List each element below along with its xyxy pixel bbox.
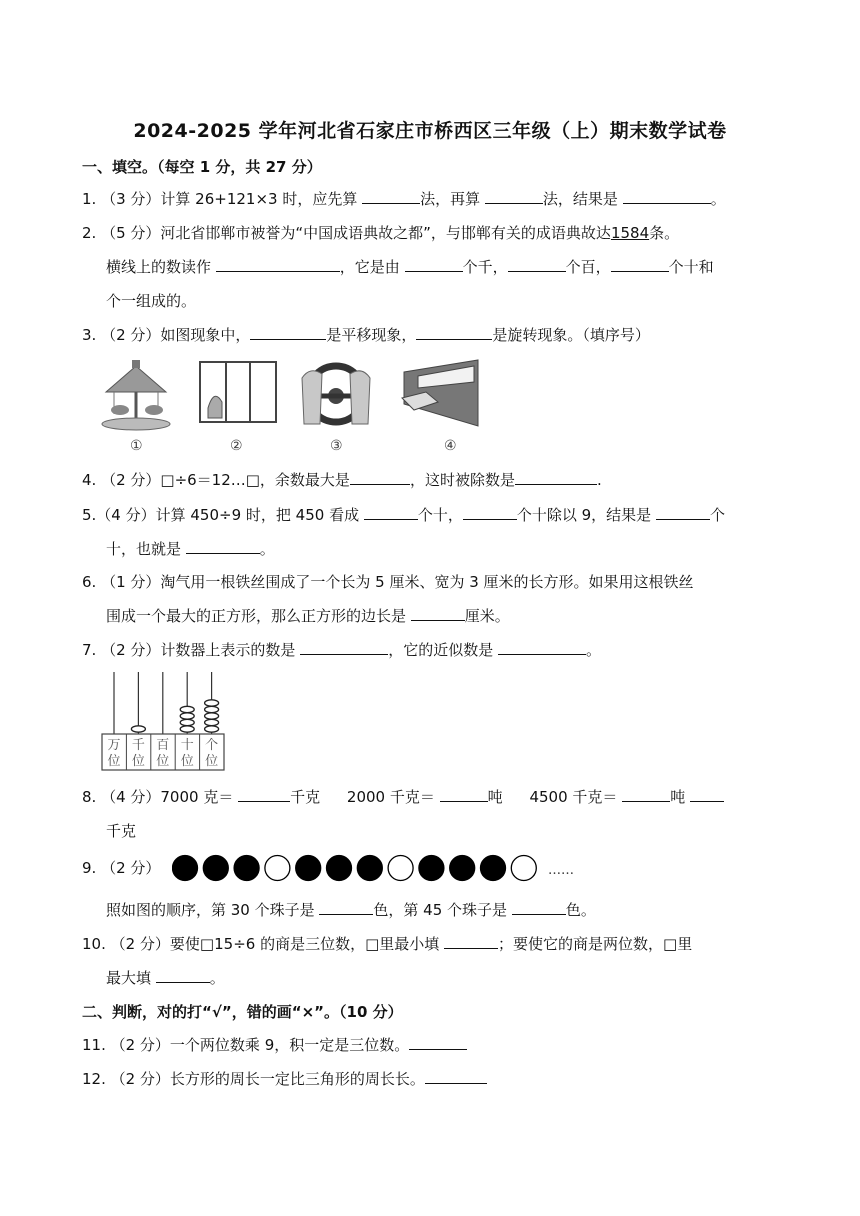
blank[interactable]	[238, 787, 290, 802]
question-10-line-2: 最大填 。	[106, 969, 225, 987]
blank[interactable]	[512, 900, 566, 915]
picture-label-1: ①	[130, 438, 143, 454]
white-bead	[511, 856, 536, 881]
black-bead	[203, 856, 228, 881]
question-12: 12. （2 分）长方形的周长一定比三角形的周长长。	[82, 1069, 487, 1089]
blank[interactable]	[362, 189, 420, 204]
blank[interactable]	[409, 1035, 467, 1050]
carousel-picture	[102, 360, 170, 454]
abacus-bead	[180, 713, 194, 719]
place-label: 位	[131, 754, 145, 769]
blank[interactable]	[405, 257, 463, 272]
blank[interactable]	[319, 900, 373, 915]
black-bead	[173, 856, 198, 881]
abacus-bead	[205, 713, 219, 719]
question-2: 2. （5 分）河北省邯郸市被誉为“中国成语典故之都”，与邯郸有关的成语典故达1584条。	[82, 224, 680, 242]
blank[interactable]	[156, 968, 210, 983]
blank[interactable]	[425, 1069, 487, 1084]
page-title: 2024-2025 学年河北省石家庄市桥西区三年级（上）期末数学试卷	[133, 120, 727, 142]
question-9: 9. （2 分）	[82, 859, 161, 877]
abacus-bead	[205, 719, 219, 725]
question-8-line-2: 千克	[106, 822, 137, 840]
question-9-line-2: 照如图的顺序，第 30 个珠子是 色，第 45 个珠子是 色。	[106, 901, 596, 919]
blank[interactable]	[444, 934, 498, 949]
white-bead	[265, 856, 290, 881]
sliding-window-picture	[200, 362, 276, 454]
blank[interactable]	[611, 257, 669, 272]
question-7: 7. （2 分）计数器上表示的数是 ，它的近似数是 。	[82, 641, 601, 659]
blank[interactable]	[498, 640, 586, 655]
place-label: 个	[205, 738, 219, 753]
black-bead	[419, 856, 444, 881]
black-bead	[296, 856, 321, 881]
question-6: 6. （1 分）淘气用一根铁丝围成了一个长为 5 厘米、宽为 3 厘米的长方形。如果用这根铁丝	[82, 573, 694, 591]
abacus-bead	[180, 726, 194, 732]
white-bead	[388, 856, 413, 881]
abacus-bead	[205, 726, 219, 732]
black-bead	[450, 856, 475, 881]
blank[interactable]	[250, 325, 326, 340]
question-5: 5.（4 分）计算 450÷9 时，把 450 看成 个十， 个十除以 9，结果是 个	[82, 506, 725, 524]
section-2-heading: 二、判断，对的打“√”，错的画“×”。（10 分）	[82, 1003, 403, 1021]
question-2-line-2: 横线上的数读作 ，它是由 个千， 个百， 个十和	[106, 258, 714, 276]
black-bead	[327, 856, 352, 881]
abacus-bead	[180, 706, 194, 712]
abacus-counter	[100, 670, 230, 774]
blank[interactable]	[350, 470, 410, 485]
blank[interactable]	[463, 505, 517, 520]
question-8: 8. （4 分）7000 克＝ 千克 2000 千克＝ 吨 4500 千克＝ 吨	[82, 787, 724, 807]
ellipsis-text: ……	[548, 863, 574, 878]
blank[interactable]	[508, 257, 566, 272]
black-bead	[357, 856, 382, 881]
blank[interactable]	[216, 257, 340, 272]
blank[interactable]	[440, 787, 488, 802]
blank[interactable]	[485, 189, 543, 204]
place-label: 位	[180, 754, 194, 769]
blank[interactable]	[622, 787, 670, 802]
black-bead	[481, 856, 506, 881]
place-label: 千	[131, 738, 145, 753]
question-6-line-2: 围成一个最大的正方形，那么正方形的边长是 厘米。	[106, 607, 510, 625]
abacus-rods	[114, 672, 219, 734]
place-label: 位	[107, 754, 121, 769]
place-label: 百	[156, 738, 170, 753]
blank[interactable]	[623, 189, 711, 204]
question-5-line-2: 十，也就是 。	[106, 540, 275, 558]
question-2-line-3: 个一组成的。	[106, 292, 197, 310]
abacus-bead	[205, 700, 219, 706]
blank[interactable]	[364, 505, 418, 520]
place-label: 万	[107, 738, 121, 753]
question-10: 10. （2 分）要使□15÷6 的商是三位数，□里最小填 ；要使它的商是两位数，□里	[82, 935, 693, 953]
abacus-bead	[180, 719, 194, 725]
steering-wheel-picture	[302, 366, 370, 454]
picture-label-3: ③	[330, 438, 343, 454]
blank[interactable]	[186, 539, 260, 554]
blank[interactable]	[300, 640, 388, 655]
place-label: 十	[180, 738, 194, 753]
blank[interactable]	[411, 606, 465, 621]
picture-label-4: ④	[444, 438, 457, 454]
blank[interactable]	[690, 787, 724, 802]
drawer-picture	[402, 360, 478, 454]
bead-pattern	[172, 853, 582, 883]
section-1-heading: 一、填空。（每空 1 分，共 27 分）	[82, 158, 322, 176]
blank[interactable]	[656, 505, 710, 520]
abacus-bead	[205, 706, 219, 712]
place-label: 位	[156, 754, 170, 769]
motion-pictures	[96, 358, 486, 458]
blank[interactable]	[416, 325, 492, 340]
question-3: 3. （2 分）如图现象中， 是平移现象， 是旋转现象。（填序号）	[82, 326, 650, 344]
picture-label-2: ②	[230, 438, 243, 454]
question-4: 4. （2 分）□÷6＝12…□，余数最大是 ，这时被除数是 .	[82, 471, 602, 489]
place-label: 位	[205, 754, 219, 769]
abacus-bead	[131, 726, 145, 732]
black-bead	[234, 856, 259, 881]
question-11: 11. （2 分）一个两位数乘 9，积一定是三位数。	[82, 1035, 467, 1055]
blank[interactable]	[515, 470, 597, 485]
question-1: 1. （3 分）计算 26+121×3 时，应先算 法，再算 法，结果是 。	[82, 190, 726, 208]
